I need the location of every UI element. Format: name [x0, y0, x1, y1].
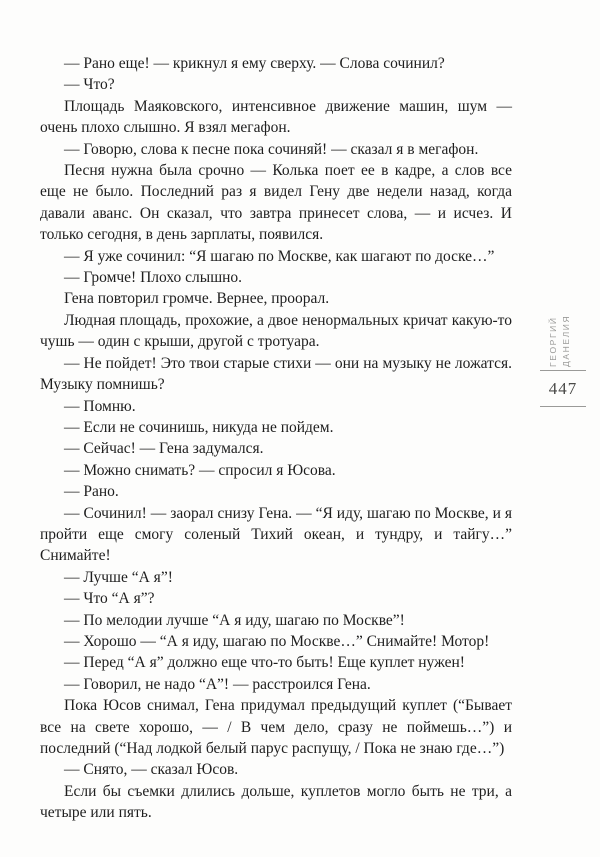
paragraph: Людная площадь, прохожие, а двое ненормальных кричат какую-то чушь — один с крыши, другой с тротуара. [40, 311, 512, 351]
folio-rule-bottom [540, 406, 586, 407]
paragraph: Если бы съемки длились дольше, куплетов могло быть не три, а четыре или пять. [40, 782, 512, 822]
page-text [40, 53, 512, 824]
author-name-last: ДАНЕЛИЯ [561, 314, 571, 367]
page-number: 447 [548, 379, 578, 398]
running-head-author [548, 263, 571, 367]
paragraph: — Если не сочинишь, никуда не пойдем. [64, 418, 334, 436]
paragraph: — Сочинил! — заорал снизу Гена. — “Я иду, шагаю по Москве, и я пройти еще смогу соленый Тихий океан, и тундру, и тайгу…” Снимайте! [40, 504, 512, 565]
paragraph: — Снято, — сказал Юсов. [64, 761, 239, 779]
paragraph: — Помню. [64, 397, 136, 415]
paragraph: — Я уже сочинил: “Я шагаю по Москве, как шагают по доске…” [64, 247, 495, 265]
paragraph: — Говорил, не надо “А”! — расстроился Гена. [64, 675, 371, 693]
paragraph: — Рано. [64, 483, 119, 501]
paragraph: — Сейчас! — Гена задумался. [64, 440, 264, 458]
paragraph: — Громче! Плохо слышно. [64, 269, 243, 287]
folio-block [538, 370, 588, 407]
paragraph: — Хорошо — “А я иду, шагаю по Москве…” Снимайте! Мотор! [64, 632, 490, 650]
paragraph: — Что “А я”? [64, 590, 155, 608]
author-name-first: ГЕОРГИЙ [548, 316, 558, 367]
paragraph: — Можно снимать? — спросил я Юсова. [64, 461, 336, 479]
paragraph: — Лучше “А я”! [64, 568, 173, 586]
paragraph: — Не пойдет! Это твои старые стихи — они на музыку не ложатся. Музыку помнишь? [40, 354, 512, 394]
paragraph: — Что? [64, 76, 115, 94]
paragraph: Пока Юсов снимал, Гена придумал предыдущий куплет (“Бывает все на свете хорошо, — / В чем дело, сразу не поймешь…”) и последний (“Над лодкой белый парус распущу, / Пока не знаю где…”) [40, 697, 512, 757]
paragraph: — Перед “А я” должно еще что-то быть! Еще куплет нужен! [64, 654, 465, 672]
paragraph: — Рано еще! — крикнул я ему сверху. — Слова сочинил? [64, 55, 445, 72]
paragraph: Площадь Маяковского, интенсивное движение машин, шум — очень плохо слышно. Я взял мегафон. [40, 97, 512, 137]
paragraph: — По мелодии лучше “А я иду, шагаю по Москве”! [64, 611, 405, 629]
paragraph: Гена повторил громче. Вернее, проорал. [64, 290, 330, 308]
page-margin [534, 0, 594, 857]
paragraph: — Говорю, слова к песне пока сочиняй! — сказал я в мегафон. [64, 140, 479, 158]
paragraph: Песня нужна была срочно — Колька поет ее в кадре, а слов все еще не было. Последний раз я видел Гену две недели назад, когда давали аванс. Он сказал, что завтра принесет слова, — и исчез. И только сегодня, в день зарплаты, появился. [40, 162, 512, 244]
